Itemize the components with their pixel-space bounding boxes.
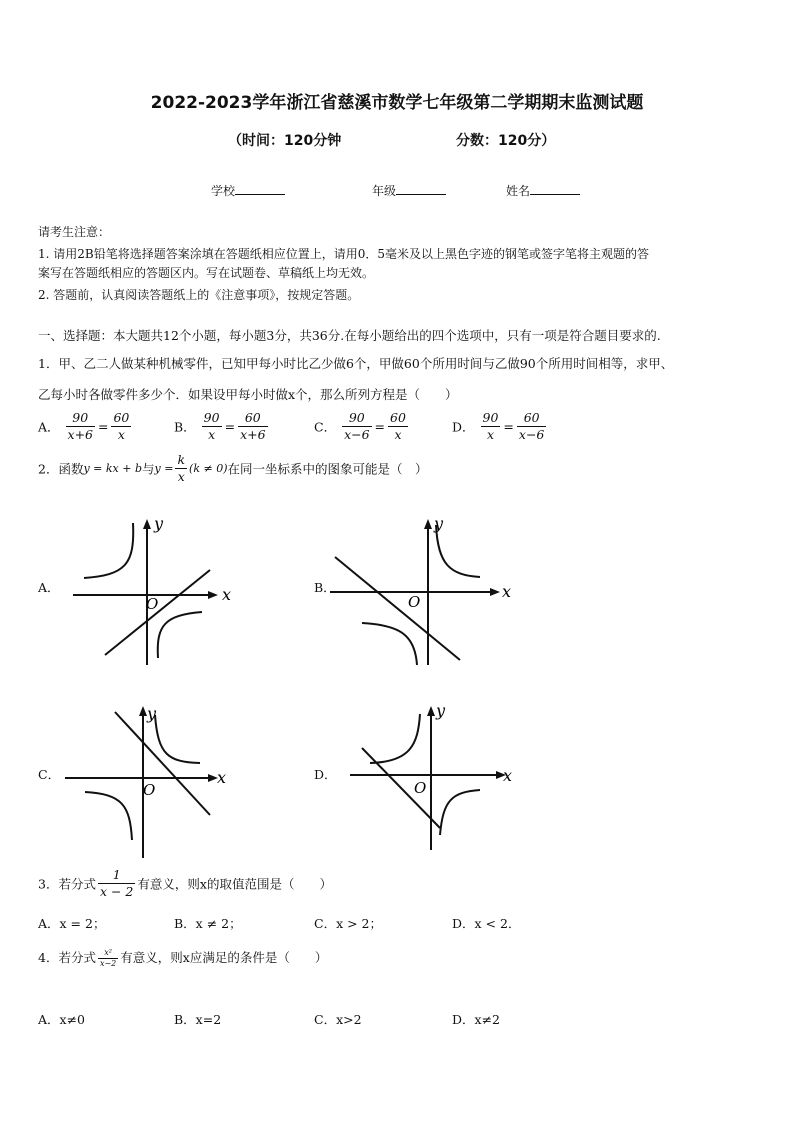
q1-option-c[interactable]: C． $\frac{90}{x-6}$ = $\frac{60}{x}$ bbox=[314, 410, 406, 442]
origin-label: O bbox=[408, 593, 421, 611]
hyperbola-branch bbox=[440, 790, 480, 835]
fraction: $\frac{k}{x}$ bbox=[177, 452, 186, 484]
hyperbola-branch bbox=[362, 623, 417, 665]
fraction: $\frac{60}{x}$ bbox=[390, 410, 406, 442]
x-label: x bbox=[222, 585, 232, 604]
origin-label: O bbox=[146, 595, 159, 613]
q3-option-a[interactable]: A．x = 2； bbox=[38, 916, 106, 931]
hyperbola-branch bbox=[158, 612, 202, 658]
line-graph bbox=[362, 748, 440, 828]
fraction: $\frac{90}{x}$ bbox=[482, 410, 499, 442]
x-label: x bbox=[217, 768, 227, 787]
fraction: $\frac{\text{x²}}{x-2}$ bbox=[99, 948, 117, 968]
name-label: 姓名 bbox=[506, 184, 531, 198]
y-label: y bbox=[436, 701, 446, 720]
y-label: y bbox=[154, 515, 164, 533]
fraction: $\frac{90}{x}$ bbox=[203, 410, 220, 442]
q1-option-a[interactable]: A． $\frac{90}{x+6}$ = $\frac{60}{x}$ bbox=[38, 410, 130, 442]
fraction: $\frac{60}{x+6}$ bbox=[240, 410, 266, 442]
school-label: 学校 bbox=[211, 184, 236, 198]
grade-field bbox=[372, 182, 446, 199]
arrow-icon bbox=[490, 588, 500, 596]
notice-line-3: 2. 答题前，认真阅读答题纸上的《注意事项》，按规定答题。 bbox=[38, 288, 360, 302]
graph-a[interactable] bbox=[70, 515, 240, 665]
name-blank bbox=[530, 182, 580, 195]
fraction: $\frac{60}{x-6}$ bbox=[518, 410, 545, 442]
y-label: y bbox=[147, 704, 157, 723]
origin-label: O bbox=[414, 779, 427, 797]
hyperbola-branch bbox=[370, 714, 420, 763]
arrow-icon bbox=[208, 591, 218, 599]
origin-label: O bbox=[143, 781, 156, 799]
fraction: $\frac{60}{x}$ bbox=[113, 410, 130, 442]
arrow-icon bbox=[139, 706, 147, 716]
option-label: D． bbox=[452, 419, 475, 435]
name-field bbox=[506, 182, 580, 199]
notice-line-1: 1. 请用2B铅笔将选择题答案涂填在答题纸相应位置上，请用0．5毫米及以上黑色字迹的钢笔或签字笔将主观题的答 bbox=[38, 247, 649, 261]
hyperbola-branch bbox=[155, 715, 200, 763]
x-label: x bbox=[503, 766, 513, 785]
notice-heading: 请考生注意： bbox=[38, 225, 111, 239]
q4-stem: 4．若分式 $\frac{\text{x²}}{x-2}$ 有意义，则x应满足的条件是（ ） bbox=[38, 948, 328, 968]
arrow-icon bbox=[427, 706, 435, 716]
line-graph bbox=[335, 557, 460, 660]
q1-line-2: 乙每小时各做零件多少个．如果设甲每小时做x个，那么所列方程是（ ） bbox=[38, 387, 458, 402]
grade-label: 年级 bbox=[372, 184, 397, 198]
grade-blank bbox=[396, 182, 446, 195]
q4-option-d[interactable]: D．x≠2 bbox=[452, 1012, 500, 1027]
graph-d[interactable] bbox=[340, 700, 520, 850]
fraction: $\frac{1}{x - 2}$ bbox=[99, 867, 134, 899]
q4-option-a[interactable]: A．x≠0 bbox=[38, 1012, 86, 1027]
exam-time: （时间：120分钟 bbox=[228, 133, 342, 149]
graph-c-label[interactable]: C． bbox=[38, 767, 61, 782]
q1-line-1: 1．甲、乙二人做某种机械零件，已知甲每小时比乙少做6个，甲做60个所用时间与乙做90个所用时间相等，求甲、 bbox=[38, 356, 674, 371]
school-field bbox=[211, 182, 285, 199]
school-blank bbox=[235, 182, 285, 195]
option-label: C． bbox=[314, 419, 337, 435]
notice-line-2: 案写在答题纸相应的答题区内。写在试题卷、草稿纸上均无效。 bbox=[38, 266, 375, 280]
q3-option-d[interactable]: D．x < 2． bbox=[452, 916, 521, 931]
graph-b-label[interactable]: B． bbox=[314, 580, 336, 595]
graph-a-label[interactable]: A． bbox=[38, 580, 60, 595]
exam-score: 分数：120分） bbox=[456, 133, 556, 149]
graph-d-label[interactable]: D． bbox=[314, 767, 337, 782]
q3-option-c[interactable]: C．x > 2； bbox=[314, 916, 382, 931]
q3-stem: 3．若分式 $\frac{1}{x - 2}$ 有意义，则x的取值范围是（ ） bbox=[38, 867, 332, 899]
hyperbola-branch bbox=[85, 792, 132, 840]
q4-option-b[interactable]: B．x=2 bbox=[174, 1012, 222, 1027]
hyperbola-branch bbox=[84, 523, 133, 578]
q1-option-d[interactable]: D． $\frac{90}{x}$ = $\frac{60}{x-6}$ bbox=[452, 410, 545, 442]
q3-option-b[interactable]: B．x ≠ 2； bbox=[174, 916, 242, 931]
option-label: B． bbox=[174, 419, 196, 435]
x-label: x bbox=[502, 582, 512, 601]
page-title: 2022-2023学年浙江省慈溪市数学七年级第二学期期末监测试题 bbox=[150, 93, 644, 113]
graph-b[interactable] bbox=[320, 515, 520, 665]
graph-c[interactable] bbox=[60, 700, 240, 860]
arrow-icon bbox=[424, 519, 432, 529]
arrow-icon bbox=[143, 519, 151, 529]
fraction: $\frac{90}{x+6}$ bbox=[67, 410, 93, 442]
q2-stem: 2．函数y = kx + b与y = $\frac{k}{x}$ (k ≠ 0)在同一坐标系中的图象可能是（ ） bbox=[38, 452, 428, 484]
q4-option-c[interactable]: C．x>2 bbox=[314, 1012, 362, 1027]
y-label: y bbox=[434, 515, 444, 533]
q1-option-b[interactable]: B． $\frac{90}{x}$ = $\frac{60}{x+6}$ bbox=[174, 410, 266, 442]
option-label: A． bbox=[38, 419, 60, 435]
section-heading: 一、选择题：本大题共12个小题，每小题3分，共36分.在每小题给出的四个选项中，只有一项是符合题目要求的. bbox=[38, 328, 661, 343]
fraction: $\frac{90}{x-6}$ bbox=[344, 410, 370, 442]
